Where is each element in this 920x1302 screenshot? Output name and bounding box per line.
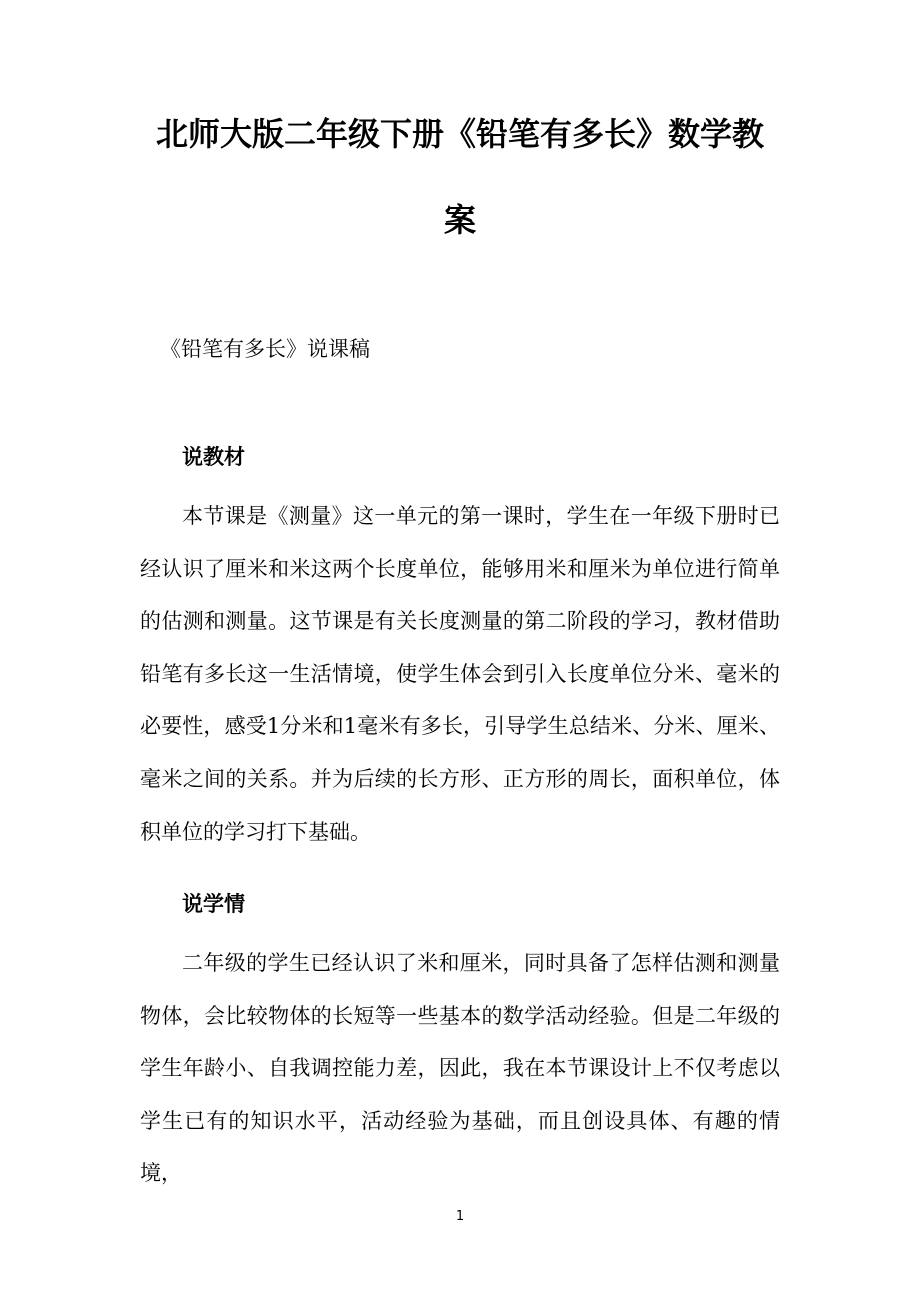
section-heading-textbook: 说教材 bbox=[182, 444, 245, 469]
section-heading-students: 说学情 bbox=[182, 891, 245, 916]
document-title-line-2: 案 bbox=[443, 201, 476, 239]
document-subtitle: 《铅笔有多长》说课稿 bbox=[160, 337, 370, 361]
section-paragraph-textbook: 本节课是《测量》这一单元的第一课时，学生在一年级下册时已经认识了厘米和米这两个长度单位，能够用米和厘米为单位进行简单的估测和测量。这节课是有关长度测量的第二阶段的学习，教材借助铅笔有多长这一生活情境，使学生体会到引入长度单位分米、毫米的必要性，感受1分米和1毫米有多长，引导学生总结米、分米、厘米、毫米之间的关系。并为后续的长方形、正方形的周长，面积单位，体积单位的学习打下基础。 bbox=[140, 504, 780, 844]
section-paragraph-students: 二年级的学生已经认识了米和厘米，同时具备了怎样估测和测量物体，会比较物体的长短等一些基本的数学活动经验。但是二年级的学生年龄小、自我调控能力差，因此，我在本节课设计上不仅考虑以学生已有的知识水平，活动经验为基础，而且创设具体、有趣的情境， bbox=[140, 951, 780, 1186]
document-title-line-1: 北师大版二年级下册《铅笔有多长》数学教 bbox=[155, 115, 764, 153]
page-number: 1 bbox=[455, 1209, 465, 1224]
